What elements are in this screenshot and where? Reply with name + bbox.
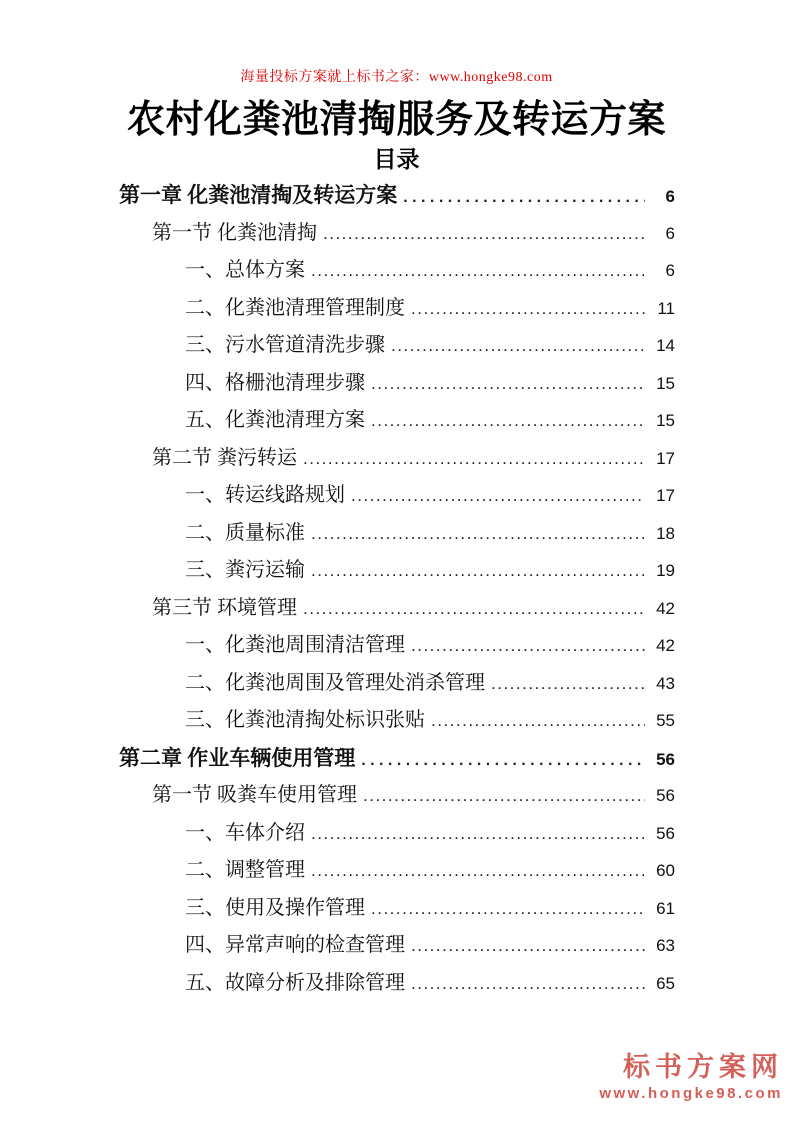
toc-entry-label: 第一章 化粪池清掏及转运方案 — [119, 183, 398, 207]
toc-entry-label: 二、质量标准 — [185, 521, 305, 544]
watermark-site-name: 标书方案网 — [623, 1052, 783, 1082]
toc-entry-label: 一、车体介绍 — [185, 821, 305, 844]
toc-entry-label: 一、总体方案 — [185, 259, 305, 281]
dot-leader — [363, 777, 645, 815]
dot-leader — [311, 552, 645, 590]
toc-entry-item[interactable] — [119, 402, 675, 440]
toc-entry-item[interactable] — [119, 852, 675, 890]
promo-header-note: 海量投标方案就上标书之家：www.hongke98.com — [240, 70, 553, 85]
toc-entry-item[interactable] — [119, 965, 675, 1003]
dot-leader — [351, 477, 645, 515]
dot-leader — [303, 590, 645, 628]
dot-leader — [411, 965, 645, 1003]
dot-leader — [371, 402, 645, 440]
toc-entry-label: 五、故障分析及排除管理 — [185, 971, 405, 994]
toc-entry-label: 三、污水管道清洗步骤 — [185, 334, 385, 356]
toc-entry-page-number: 65 — [656, 973, 675, 993]
dot-leader — [403, 179, 645, 217]
site-watermark — [599, 1045, 783, 1102]
toc-entry-item[interactable] — [119, 665, 675, 703]
toc-entry-page-number: 14 — [656, 336, 675, 355]
toc-entry-item[interactable] — [119, 327, 675, 365]
toc-entry-label: 一、化粪池周围清洁管理 — [185, 634, 405, 656]
dot-leader — [371, 890, 645, 928]
toc-entry-label: 三、化粪池清掏处标识张贴 — [185, 709, 425, 731]
toc-heading: 目录 — [373, 147, 420, 172]
toc-entry-page-number: 61 — [656, 898, 675, 918]
toc-entry-page-number: 11 — [657, 298, 675, 318]
toc-entry-page-number: 63 — [656, 936, 675, 955]
toc-entry-label: 第二节 粪污转运 — [152, 446, 297, 469]
toc-entry-page-number: 6 — [665, 187, 675, 206]
toc-entry-section[interactable] — [119, 215, 675, 253]
dot-leader — [411, 927, 645, 965]
dot-leader — [391, 327, 645, 365]
toc-entry-label: 二、化粪池周围及管理处消杀管理 — [185, 671, 485, 694]
toc-entry-chapter[interactable] — [119, 177, 675, 215]
toc-entry-section[interactable] — [119, 590, 675, 628]
dot-leader — [323, 215, 645, 253]
toc-entry-page-number: 43 — [656, 673, 675, 693]
dot-leader — [491, 665, 645, 703]
toc-entry-label: 第二章 作业车辆使用管理 — [119, 745, 356, 770]
toc-entry-item[interactable] — [119, 702, 675, 740]
toc-entry-item[interactable] — [119, 815, 675, 853]
toc-entry-page-number: 42 — [656, 598, 675, 618]
toc-entry-item[interactable] — [119, 927, 675, 965]
toc-entry-page-number: 60 — [656, 861, 675, 880]
toc-entry-page-number: 56 — [656, 823, 675, 843]
toc-entry-item[interactable] — [119, 290, 675, 328]
toc-entry-label: 四、格栅池清理步骤 — [185, 371, 365, 394]
dot-leader — [361, 742, 645, 780]
toc-entry-item[interactable] — [119, 627, 675, 665]
toc-entry-page-number: 17 — [656, 486, 675, 505]
toc-entry-page-number: 55 — [656, 711, 675, 730]
toc-entry-chapter[interactable] — [119, 740, 675, 778]
toc-entry-section[interactable] — [119, 777, 675, 815]
dot-leader — [411, 627, 645, 665]
toc-entry-label: 五、化粪池清理方案 — [185, 409, 365, 431]
toc-entry-section[interactable] — [119, 440, 675, 478]
document-title: 农村化粪池清掏服务及转运方案 — [126, 99, 666, 141]
table-of-contents — [119, 177, 675, 1002]
toc-entry-label: 第一节 吸粪车使用管理 — [152, 784, 357, 806]
toc-entry-label: 三、使用及操作管理 — [185, 896, 365, 919]
toc-entry-item[interactable] — [119, 477, 675, 515]
toc-entry-item[interactable] — [119, 515, 675, 553]
toc-entry-page-number: 17 — [656, 448, 675, 468]
toc-entry-page-number: 19 — [656, 561, 675, 580]
toc-entry-page-number: 15 — [656, 411, 675, 430]
dot-leader — [303, 440, 645, 478]
dot-leader — [311, 815, 645, 853]
dot-leader — [411, 290, 645, 328]
toc-entry-page-number: 18 — [656, 523, 675, 543]
toc-entry-label: 二、化粪池清理管理制度 — [185, 296, 405, 319]
toc-entry-label: 一、转运线路规划 — [185, 484, 345, 506]
dot-leader — [431, 702, 645, 740]
toc-entry-item[interactable] — [119, 890, 675, 928]
toc-entry-page-number: 42 — [656, 636, 675, 655]
dot-leader — [311, 252, 645, 290]
toc-entry-page-number: 15 — [656, 373, 675, 393]
toc-entry-item[interactable] — [119, 552, 675, 590]
toc-entry-page-number: 6 — [665, 261, 675, 280]
toc-entry-page-number: 6 — [665, 223, 675, 243]
toc-entry-page-number: 56 — [656, 786, 675, 805]
dot-leader — [371, 365, 645, 403]
toc-entry-label: 第三节 环境管理 — [152, 596, 297, 619]
toc-entry-page-number: 56 — [656, 749, 675, 769]
watermark-site-url: www.hongke98.com — [599, 1085, 783, 1102]
dot-leader — [311, 852, 645, 890]
dot-leader — [311, 515, 645, 553]
toc-entry-label: 四、异常声响的检查管理 — [185, 934, 405, 956]
toc-entry-label: 第一节 化粪池清掏 — [152, 221, 317, 244]
toc-entry-item[interactable] — [119, 252, 675, 290]
toc-entry-label: 二、调整管理 — [185, 859, 305, 881]
toc-entry-label: 三、粪污运输 — [185, 559, 305, 581]
toc-entry-item[interactable] — [119, 365, 675, 403]
